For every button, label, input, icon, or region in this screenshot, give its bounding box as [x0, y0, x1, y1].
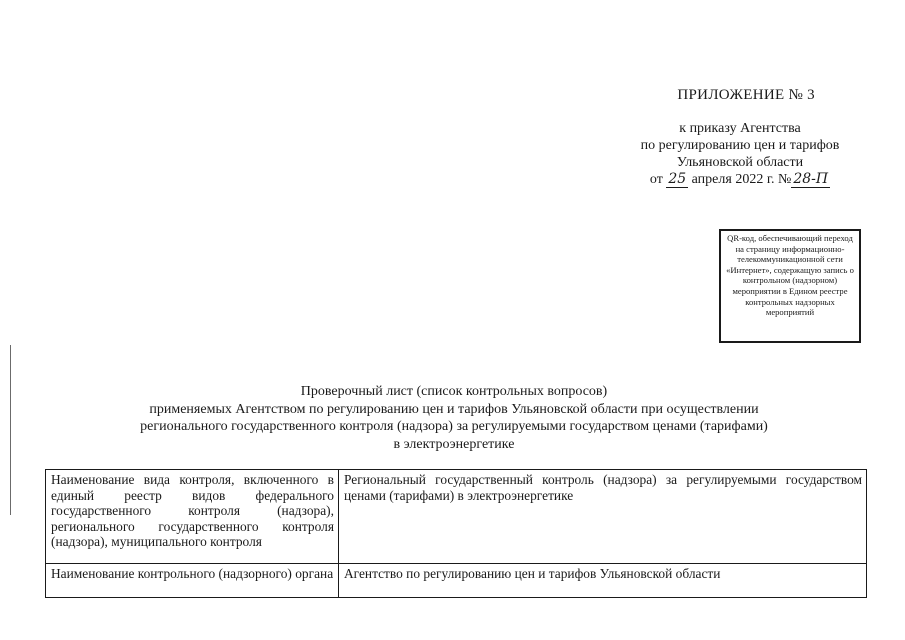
- appendix-block: [620, 120, 860, 188]
- scan-margin-line: [10, 345, 11, 515]
- table-cell-value: Региональный государственный контроль (надзора) за регулируемыми государством ценами (тарифами) в электроэнергетике: [339, 470, 867, 564]
- document-title-line-2: применяемых Агентством по регулированию цен и тарифов Ульяновской области при осуществлении: [149, 401, 759, 417]
- table-row: [46, 564, 867, 598]
- order-number: 28-П: [793, 171, 829, 187]
- document-title-line-1: Проверочный лист (список контрольных вопросов): [300, 384, 608, 399]
- table-cell-label: Наименование вида контроля, включенного в единый реестр видов федерального государственного контроля (надзора), регионального государственного контроля (надзора), муниципального контроля: [46, 470, 339, 564]
- document-title-line-3: регионального государственного контроля (надзора) за регулируемыми государством ценами (тарифами): [140, 419, 768, 434]
- date-prefix: от: [649, 172, 663, 187]
- qr-code-placeholder: QR-код, обеспечивающий переход на страницу информационно-телекоммуникационной сети «Интернет», содержащую запись о контрольном (надзорном) мероприятии в Едином реестре контрольных надзорных мероприятий: [719, 229, 861, 343]
- appendix-date-line: [620, 171, 860, 188]
- table-cell-value: Агентство по регулированию цен и тарифов Ульяновской области: [339, 564, 867, 598]
- appendix-line-2: по регулированию цен и тарифов: [640, 138, 840, 153]
- table-cell-label: Наименование контрольного (надзорного) органа: [46, 564, 339, 598]
- date-day: 25: [668, 171, 687, 187]
- table-row: [46, 470, 867, 564]
- info-table: [45, 469, 867, 598]
- appendix-line-1: к приказу Агентства: [679, 121, 801, 136]
- date-middle: апреля 2022 г. №: [691, 172, 792, 187]
- document-title-line-4: в электроэнергетике: [393, 436, 515, 452]
- document-title: [80, 383, 828, 453]
- appendix-title: ПРИЛОЖЕНИЕ № 3: [677, 87, 815, 103]
- appendix-line-3: Ульяновской области: [676, 155, 804, 170]
